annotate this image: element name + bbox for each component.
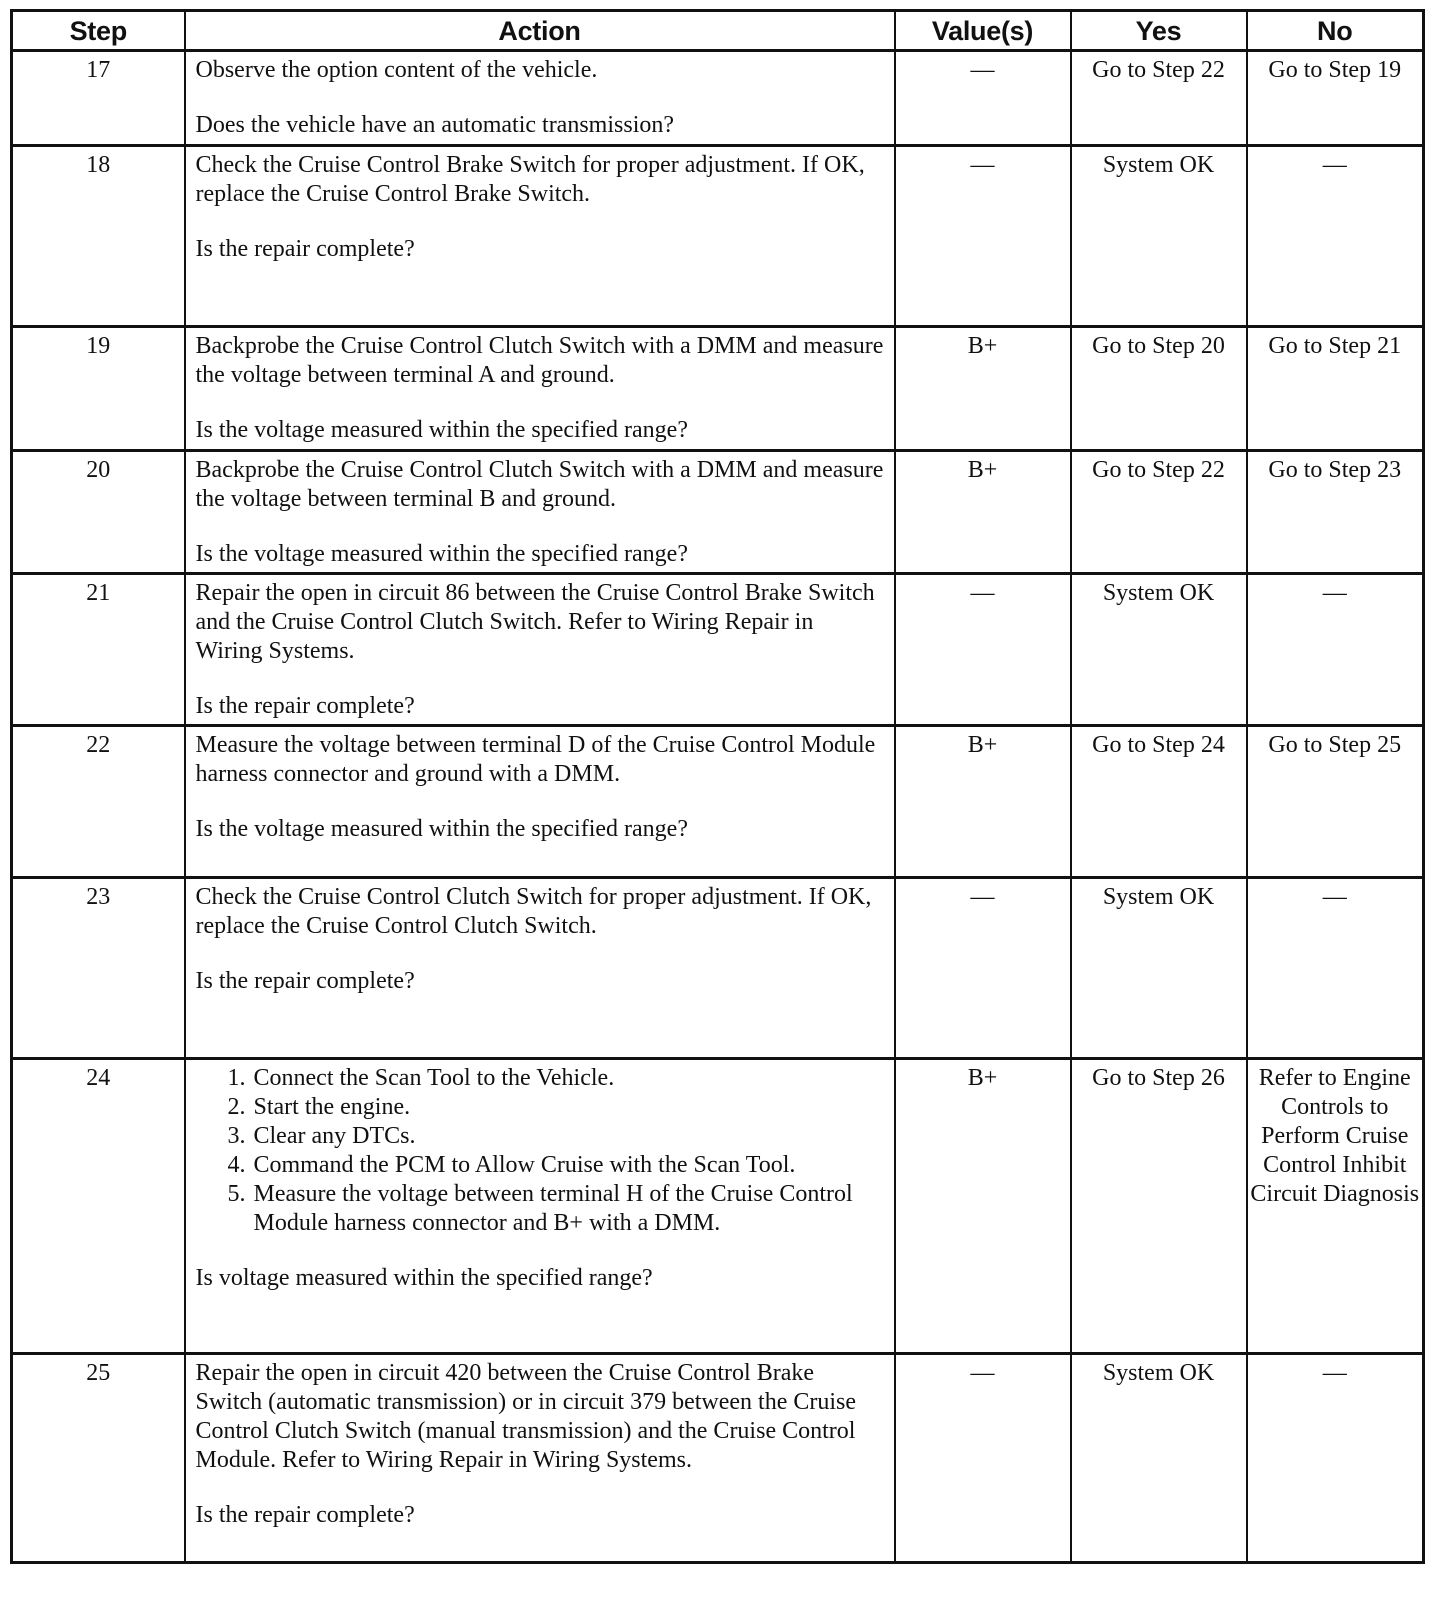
- action-cell: [185, 878, 895, 1059]
- action-question: Is voltage measured within the specified range?: [195, 1265, 653, 1291]
- no-cell: —: [1247, 1354, 1424, 1563]
- action-text: Observe the option content of the vehicle.: [195, 57, 598, 83]
- action-question: Is the repair complete?: [195, 1502, 415, 1528]
- step-number: 23: [12, 878, 185, 1059]
- yes-cell: Go to Step 26: [1071, 1059, 1247, 1354]
- action-cell: [185, 451, 895, 574]
- step-number: 18: [12, 146, 185, 327]
- step-number: 24: [12, 1059, 185, 1354]
- value-cell: B+: [895, 1059, 1071, 1354]
- no-cell: —: [1247, 574, 1424, 726]
- value-cell: —: [895, 1354, 1071, 1563]
- step-number: 22: [12, 726, 185, 878]
- list-item: 1. Connect the Scan Tool to the Vehicle.: [252, 1064, 884, 1093]
- action-question: Is the voltage measured within the specified range?: [195, 816, 688, 842]
- value-cell: —: [895, 146, 1071, 327]
- action-cell: [185, 1354, 895, 1563]
- header-yes: Yes: [1071, 11, 1247, 51]
- table-row: [12, 726, 1424, 878]
- action-question: Is the repair complete?: [195, 236, 415, 262]
- action-text: Repair the open in circuit 86 between the Cruise Control Brake Switch and the Cruise Control Clutch Switch. Refer to Wiring Repair in Wiring Systems.: [195, 580, 875, 664]
- table-row: [12, 51, 1424, 146]
- step-number: 21: [12, 574, 185, 726]
- action-step-list: [196, 1064, 884, 1238]
- action-question: Is the repair complete?: [195, 693, 415, 719]
- action-question: Is the voltage measured within the specified range?: [195, 417, 688, 443]
- action-text: Measure the voltage between terminal D of the Cruise Control Module harness connector and ground with a DMM.: [195, 732, 876, 787]
- action-text: Backprobe the Cruise Control Clutch Switch with a DMM and measure the voltage between terminal A and ground.: [195, 333, 884, 388]
- step-number: 20: [12, 451, 185, 574]
- step-number: 19: [12, 327, 185, 451]
- list-item: 3. Clear any DTCs.: [252, 1122, 884, 1151]
- no-cell: Go to Step 25: [1247, 726, 1424, 878]
- yes-cell: Go to Step 22: [1071, 451, 1247, 574]
- list-item: 2. Start the engine.: [252, 1093, 884, 1122]
- table-row: [12, 327, 1424, 451]
- no-cell: —: [1247, 146, 1424, 327]
- list-item: 5. Measure the voltage between terminal H of the Cruise Control Module harness connector and B+ with a DMM.: [252, 1180, 884, 1238]
- value-cell: B+: [895, 726, 1071, 878]
- action-cell: [185, 1059, 895, 1354]
- action-cell: [185, 574, 895, 726]
- action-cell: [185, 726, 895, 878]
- value-cell: —: [895, 574, 1071, 726]
- table-row: [12, 1354, 1424, 1563]
- action-text: Repair the open in circuit 420 between the Cruise Control Brake Switch (automatic transmission) or in circuit 379 between the Cruise Control Clutch Switch (manual transmission) and the Cruise Control Module. Refer to Wiring Repair in Wiring Systems.: [195, 1360, 857, 1473]
- action-text: Check the Cruise Control Brake Switch for proper adjustment. If OK, replace the Cruise Control Brake Switch.: [195, 152, 865, 207]
- yes-cell: Go to Step 22: [1071, 51, 1247, 146]
- action-question: Does the vehicle have an automatic transmission?: [195, 112, 675, 138]
- table-row: [12, 146, 1424, 327]
- diagnostic-table: [10, 9, 1425, 1564]
- table-row: [12, 1059, 1424, 1354]
- value-cell: B+: [895, 451, 1071, 574]
- header-value: Value(s): [895, 11, 1071, 51]
- action-cell: [185, 146, 895, 327]
- header-action: Action: [185, 11, 895, 51]
- table-row: [12, 451, 1424, 574]
- header-row: [12, 11, 1424, 51]
- no-cell: Refer to Engine Controls to Perform Cruise Control Inhibit Circuit Diagnosis: [1247, 1059, 1424, 1354]
- action-question: Is the voltage measured within the specified range?: [195, 541, 688, 567]
- no-cell: Go to Step 19: [1247, 51, 1424, 146]
- list-item: 4. Command the PCM to Allow Cruise with the Scan Tool.: [252, 1151, 884, 1180]
- header-no: No: [1247, 11, 1424, 51]
- no-cell: Go to Step 21: [1247, 327, 1424, 451]
- action-text: Backprobe the Cruise Control Clutch Switch with a DMM and measure the voltage between terminal B and ground.: [195, 457, 884, 512]
- step-number: 25: [12, 1354, 185, 1563]
- header-step: Step: [12, 11, 185, 51]
- action-cell: [185, 51, 895, 146]
- action-cell: [185, 327, 895, 451]
- yes-cell: System OK: [1071, 1354, 1247, 1563]
- yes-cell: System OK: [1071, 574, 1247, 726]
- table-row: [12, 878, 1424, 1059]
- value-cell: —: [895, 878, 1071, 1059]
- table-row: [12, 574, 1424, 726]
- no-cell: Go to Step 23: [1247, 451, 1424, 574]
- action-text: Check the Cruise Control Clutch Switch for proper adjustment. If OK, replace the Cruise Control Clutch Switch.: [195, 884, 872, 939]
- action-question: Is the repair complete?: [195, 968, 415, 994]
- yes-cell: Go to Step 20: [1071, 327, 1247, 451]
- step-number: 17: [12, 51, 185, 146]
- yes-cell: System OK: [1071, 878, 1247, 1059]
- value-cell: —: [895, 51, 1071, 146]
- yes-cell: System OK: [1071, 146, 1247, 327]
- value-cell: B+: [895, 327, 1071, 451]
- yes-cell: Go to Step 24: [1071, 726, 1247, 878]
- no-cell: —: [1247, 878, 1424, 1059]
